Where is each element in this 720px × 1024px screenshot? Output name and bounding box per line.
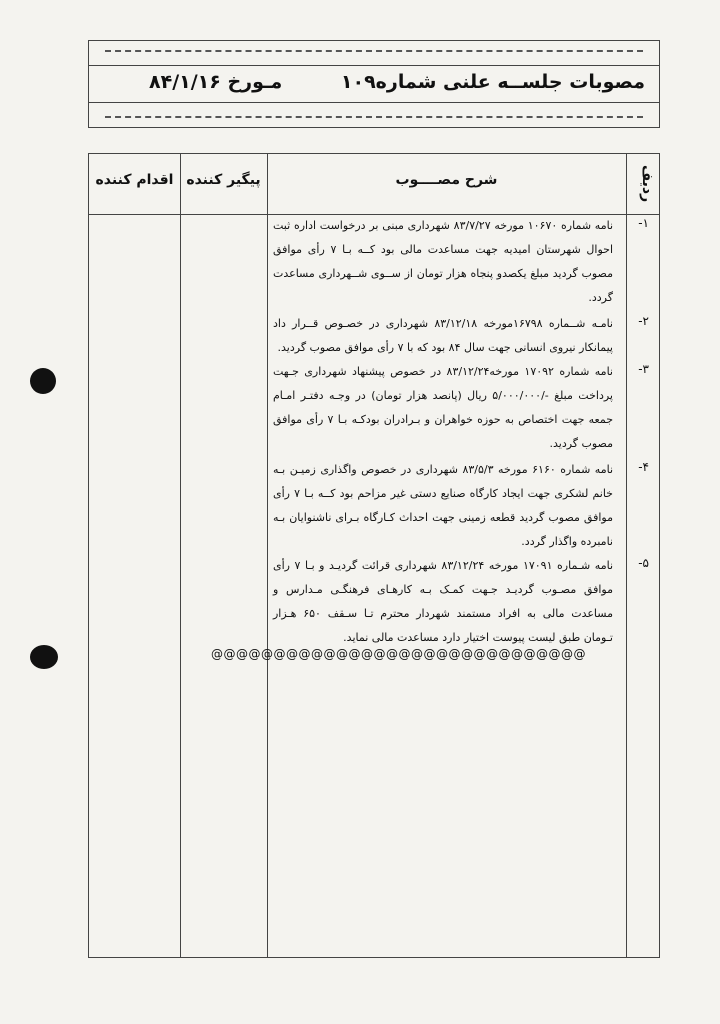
punch-hole (30, 645, 58, 669)
row-number: -۲ (638, 314, 649, 328)
session-title: مصوبات جلســه علنی شماره۱۰۹ (340, 71, 645, 93)
column-divider (180, 154, 181, 957)
header-rule (89, 65, 659, 66)
column-divider (267, 154, 268, 957)
row-number: -۴ (638, 460, 649, 474)
end-marker: @@@@@@@@@@@@@@@@@@@@@@@@@@@@@@ (211, 647, 586, 661)
dashed-divider (105, 50, 643, 52)
column-header-description: شرح مصــــوب (395, 172, 498, 188)
column-header-radif: ردیف (639, 165, 655, 203)
row-number: -۱ (638, 216, 649, 230)
resolution-text: نامـه شــماره ۱۶۷۹۸مورخه ۸۳/۱۲/۱۸ شهرداری در خصـوص قــرار داد پیمانکار نیروی انسانی جهت سال ۸۴ بود که با ۷ رأی موافق مصوب گردید. (273, 317, 613, 354)
header-rule (89, 102, 659, 103)
row-number: -۳ (638, 362, 649, 376)
session-date: مـورخ ۸۴/۱/۱۶ (149, 71, 283, 93)
resolution-text: نامه شماره ۶۱۶۰ مورخه ۸۳/۵/۳ شهرداری در خصوص واگذاری زمیـن بـه خانم لشکری جهت ایجاد کارگاه صنایع دستی غیر مزاحم بود کــه بـا ۷ رأی موافق مصوب گردید قطعه زمینی جهت احداث کـارگاه بـرای ناشنوایان بـه نامبرده واگذار گردد. (273, 463, 614, 548)
resolution-text: نامه شـماره ۱۷۰۹۱ مورخه ۸۳/۱۲/۲۴ شهرداری قرائت گردیـد و بـا ۷ رأی موافق مصـوب گردیـد جـهت کمـک بـه کارهـای فرهنگـی مـدارس و مساعدت مالی به افراد مستمند شهردار محترم تـا سـقف ۶۵۰ هـزار تـومان طبق لیست پیوست اختیار دارد مساعدت مالی نماید. (273, 559, 614, 644)
dashed-divider (105, 116, 643, 118)
column-divider (626, 154, 627, 957)
header-box (88, 40, 660, 128)
resolution-text: نامه شماره ۱۰۶۷۰ مورخه ۸۳/۷/۲۷ شهرداری مبنی بر درخواست اداره ثبت احوال شهرستان امیدیه جهت مساعدت مالی بود کــه بـا ۷ رأی موافق مصوب گردید مبلغ یکصدو پنجاه هزار تومان از ســوی شــهرداری مساعدت گردد. (273, 219, 614, 304)
resolutions-table (88, 153, 660, 958)
column-header-follower: پیگیر کننده (186, 172, 261, 188)
row-number: -۵ (638, 556, 649, 570)
resolution-text: نامه شماره ۱۷۰۹۲ مورخه۸۳/۱۲/۲۴ در خصوص پیشنهاد شهرداری جـهت پرداخت مبلغ -/۵/۰۰۰/۰۰۰ ریال (پانصد هزار تومان) در وجـه دفتـر امـام جمعه جهت اختصاص به حوزه خواهران و بـرادران بودکـه بـا ۷ رأی موافق مصوب گردید. (273, 365, 613, 450)
column-header-actor: اقدام کننده (95, 172, 174, 188)
punch-hole (30, 368, 56, 394)
